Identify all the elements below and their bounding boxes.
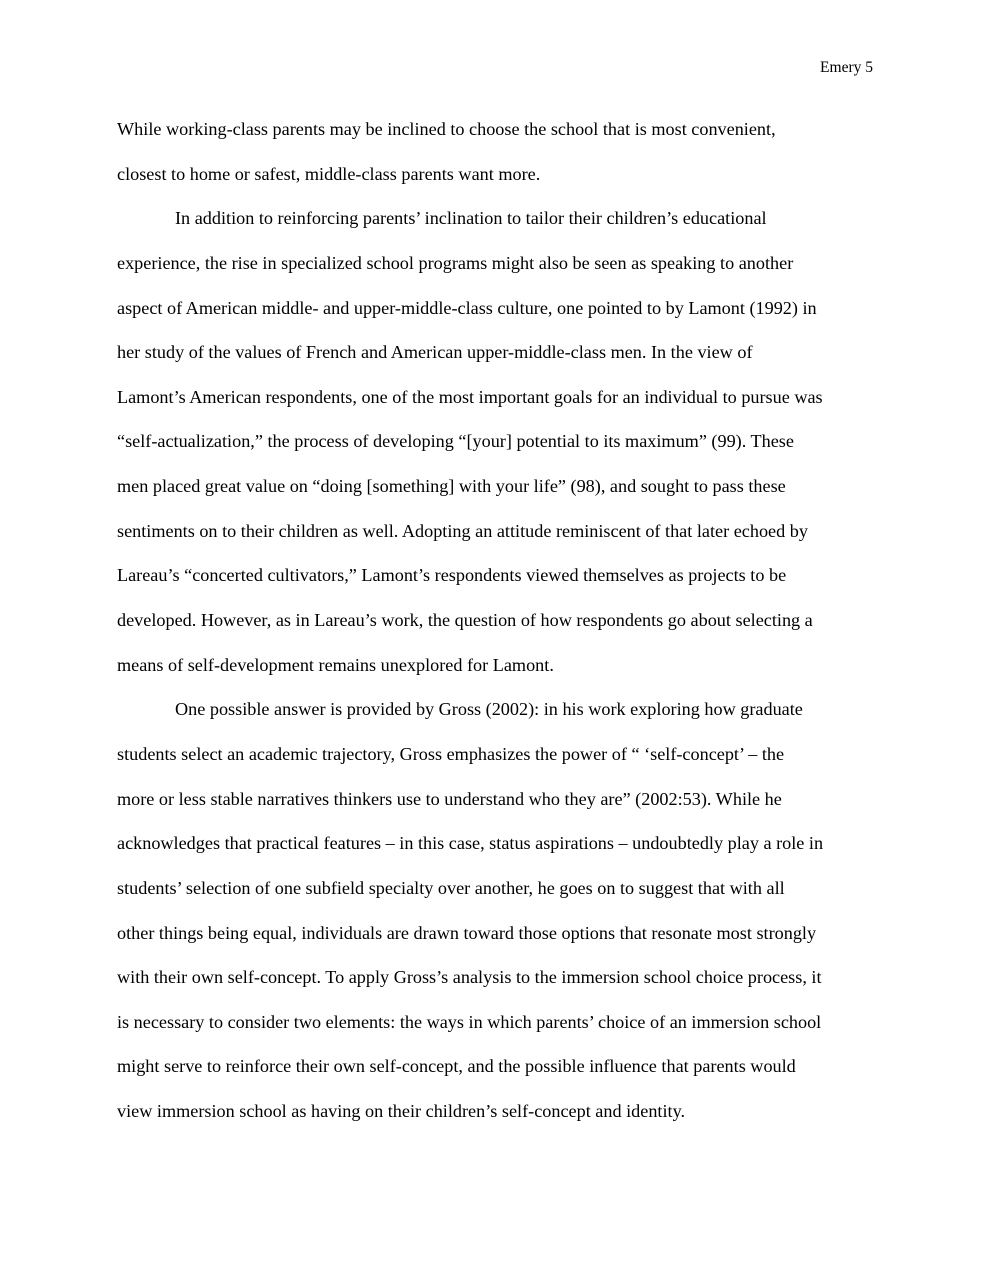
text-line: Lareau’s “concerted cultivators,” Lamont’s respondents viewed themselves as projects to be bbox=[117, 565, 787, 586]
text-line: more or less stable narratives thinkers use to understand who they are” (2002:53). While he bbox=[117, 788, 782, 809]
text-line: developed. However, as in Lareau’s work, the question of how respondents go about selecting a bbox=[117, 610, 813, 631]
text-line: closest to home or safest, middle-class parents want more. bbox=[117, 163, 541, 184]
text-line: acknowledges that practical features – in this case, status aspirations – undoubtedly play a role in bbox=[117, 833, 824, 854]
text-line: aspect of American middle- and upper-middle-class culture, one pointed to by Lamont (1992) in bbox=[117, 297, 817, 318]
text-line: While working-class parents may be inclined to choose the school that is most convenient, bbox=[117, 119, 776, 139]
text-line: her study of the values of French and American upper-middle-class men. In the view of bbox=[117, 342, 753, 363]
text-line: students’ selection of one subfield specialty over another, he goes on to suggest that with all bbox=[117, 877, 785, 898]
paragraph-first-line: In addition to reinforcing parents’ inclination to tailor their children’s educational bbox=[175, 208, 767, 229]
paragraph-first-line: One possible answer is provided by Gross (2002): in his work exploring how graduate bbox=[175, 699, 803, 720]
text-line: means of self-development remains unexplored for Lamont. bbox=[117, 654, 554, 675]
body-text bbox=[117, 115, 877, 1142]
text-line: sentiments on to their children as well. Adopting an attitude reminiscent of that later echoed by bbox=[117, 520, 808, 541]
text-line: men placed great value on “doing [something] with your life” (98), and sought to pass these bbox=[117, 476, 786, 497]
text-line: is necessary to consider two elements: the ways in which parents’ choice of an immersion school bbox=[117, 1011, 822, 1032]
running-header: Emery 5 bbox=[820, 59, 873, 76]
text-line: Lamont’s American respondents, one of the most important goals for an individual to pursue was bbox=[117, 386, 823, 407]
text-line: with their own self-concept. To apply Gross’s analysis to the immersion school choice process, it bbox=[117, 967, 822, 988]
text-line: students select an academic trajectory, Gross emphasizes the power of “ ‘self-concept’ – the bbox=[117, 743, 785, 764]
text-line: other things being equal, individuals are drawn toward those options that resonate most strongly bbox=[117, 922, 817, 943]
text-line: view immersion school as having on their children’s self-concept and identity. bbox=[117, 1101, 686, 1122]
text-line: experience, the rise in specialized school programs might also be seen as speaking to another bbox=[117, 252, 794, 273]
text-line: might serve to reinforce their own self-concept, and the possible influence that parents would bbox=[117, 1056, 796, 1077]
text-line: “self-actualization,” the process of developing “[your] potential to its maximum” (99). These bbox=[117, 431, 794, 452]
